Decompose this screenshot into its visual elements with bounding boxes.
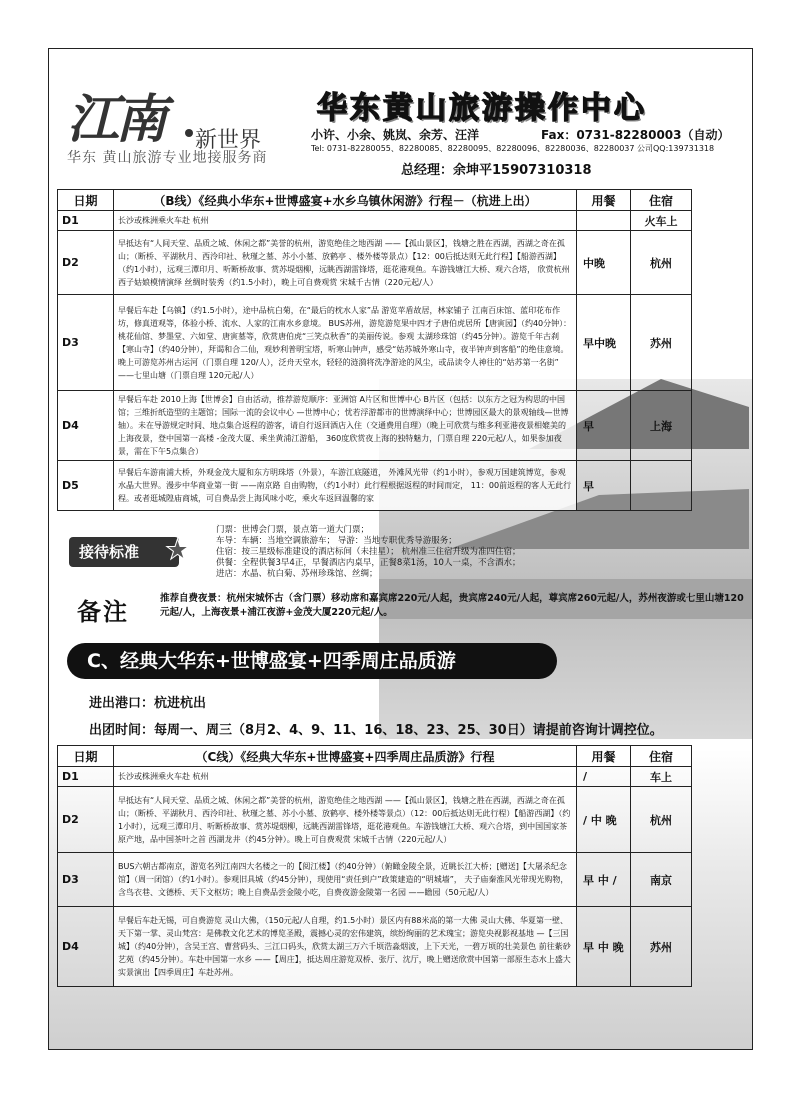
standard-details [216, 525, 520, 580]
notes-text: 推荐自费夜景：杭州宋城怀古（含门票）移动席和嘉宾席220元/人起，贵宾席240元/人起，尊宾席260元起/人，苏州夜游或七里山塘120元起/人，上海夜景+浦江夜游+金茂大厦220元起/人。 [160, 593, 744, 618]
row-desc: 早抵达有“人间天堂、品质之城、休闲之都”美誉的杭州，游览绝佳之地西湖 ——【孤山景区】，钱塘之胜在西湖，西湖之奇在孤山；（断桥、平湖秋月、西泠印社、秋瑾之墓、苏小小墓、放鹤亭、楼外楼等景点）（12：00后抵达则无此行程）【船游西湖】（约1小时），远观三潭印月、听断桥故事、赏苏堤烟柳，远眺西湖雷锋塔，逛花港观鱼。车游钱塘江大桥、观六合塔，到中国国家茶原产地，品中国茶叶之首 西湖龙井（约45分钟）。晚上可自费观赏 宋城千古情（220元起/人） [114, 787, 577, 853]
general-manager: 总经理：余坤平15907310318 [401, 163, 592, 178]
row-day: D1 [58, 767, 114, 787]
row-meal: 早 [577, 461, 631, 511]
row-day: D1 [58, 211, 114, 231]
row-meal: 早 中 晚 [577, 907, 631, 987]
row-day: D3 [58, 295, 114, 391]
phone-numbers: Tel: 0731-82280055、82280085、82280095、82280096、82280036、82280037 公司QQ:139731318 [311, 144, 715, 153]
row-stay: 上海 [631, 391, 692, 461]
row-stay: 车上 [631, 767, 692, 787]
itinerary-table-c [57, 745, 692, 987]
row-day: D2 [58, 787, 114, 853]
col-day: 日期 [58, 746, 114, 767]
itinerary-table-b [57, 189, 692, 511]
row-stay: 苏州 [631, 295, 692, 391]
row-stay [631, 461, 692, 511]
notes-label: 备注 [77, 598, 129, 626]
row-desc: 早餐后车赴【乌镇】（约1.5小时），途中品杭白菊，在“最后的枕水人家”品 游览苹盾故居，林家铺子 江南百床馆、蓝印花布作坊，修真道观等，体验小桥、流水、人家的江南水乡意境。 BUS苏州，游览游览果中四才子唐伯虎居所【唐寅园】（约40分钟）：桃花仙馆、梦墨堂、六如堂、唐寅墓等，欣赏唐伯虎“三笑点秋香”的美丽传说。参观 太湖珍珠馆（约45分钟）。游览千年古刹【寒山寺】（约40分钟），拜谒和合二仙，观妙利普明宝塔，听寒山钟声，感受“姑苏城外寒山寺，夜半钟声到客船”的绝佳意境。晚上可游览苏州古运河（门票自理 120/人），泛舟天堂水，轻轻的涟漪将洗净游途的风尘，或品读令人神往的“姑苏第一名街” ——七里山塘（门票自理 120元起/人） [114, 295, 577, 391]
row-desc: 早餐后车赴 2010上海【世博会】自由活动，推荐游览顺序：亚洲馆 A片区和世博中心 B片区（包括：以东方之冠为构思的中国馆；三维折纸造型的主题馆；国际一流的会议中心 —世博中心；忧若浮游都市的世博演绎中心；世博园区最大的景观轴线—世博轴）。未在导游规定时间、地点集合返程的游客，请自行返回酒店入住（交通费用自理）（晚上可欣赏与维多利亚港夜景相媲美的上海夜景，登中国第一高楼 -金茂大厦、乘坐黄浦江游船， 360度欣赏夜上海的独特魅力，门票自理 220元起/人，如果参加夜景，需在下午5点集合） [114, 391, 577, 461]
table-row [58, 295, 692, 391]
col-meal: 用餐 [577, 746, 631, 767]
logo-calligraphy: 江南 [67, 89, 164, 150]
row-stay: 苏州 [631, 907, 692, 987]
col-stay: 住宿 [631, 190, 692, 211]
fax-number: Fax：0731-82280003（自动） [541, 128, 730, 142]
row-stay: 火车上 [631, 211, 692, 231]
staff-names: 小许、小余、姚岚、余芳、汪洋 [311, 128, 480, 142]
col-day: 日期 [58, 190, 114, 211]
standard-line: 供餐：全程供餐3早4正，早餐酒店内桌早，正餐8菜1汤，10人一桌，不含酒水； [216, 558, 521, 568]
row-meal: 早 中 / [577, 853, 631, 907]
col-meal: 用餐 [577, 190, 631, 211]
brochure-page [48, 48, 753, 1050]
col-title: （C线）《经典大华东+世博盛宴+四季周庄品质游》行程 [114, 746, 577, 767]
row-meal [577, 211, 631, 231]
row-desc: 长沙或株洲乘火车赴 杭州 [114, 211, 577, 231]
row-desc: 早抵达有“人间天堂、品质之城、休闲之都”美誉的杭州，游览绝佳之地西湖 ——【孤山景区】，钱塘之胜在西湖，西湖之奇在孤山；（断桥、平湖秋月、西泠印社、秋瑾之墓、苏小小墓、放鹤亭 、楼外楼等景点）【12：00后抵达则无此行程】【船游西湖】（约1小时），远观三潭印月、听断桥故事、赏苏堤烟柳，远眺西湖雷锋塔，逛花港观鱼。车游钱塘江大桥、观六合塔， 欣赏杭州西子姑娘模情演绎 丝绸时装秀（约1.5小时），晚上可自费观赏 宋城千古情（220元起/人） [114, 231, 577, 295]
table-row [58, 391, 692, 461]
row-desc: 早餐后车赴无锡，可自费游览 灵山大佛，（150元起/人自理，约1.5小时）景区内有88米高的第一大佛 灵山大佛、华夏第一壁、天下第一掌、灵山梵宫：是佛教文化艺术的博览圣殿，震撼心灵的宏伟建筑，缤纷绚丽的艺术瑰宝；游览央视影视基地 —【三国城】（约40分钟），含吴王宫、曹营码头、三江口码头，欣赏太湖三万六千顷浩淼烟波，上下天光，一碧万顷的壮美景色 前往紫砂艺苑（约45分钟）。车赴中国第一水乡 ——【周庄】，抵达周庄游览双桥、张厅、沈厅，晚上赠送欣赏中国第一部原生态水上盛大实景演出【四季周庄】车赴苏州。 [114, 907, 577, 987]
standard-badge: 接待标准 [69, 537, 179, 567]
row-meal: 早中晚 [577, 295, 631, 391]
route-c-banner: C、经典大华东+世博盛宴+四季周庄品质游 [67, 643, 557, 679]
star-icon: ★ [165, 533, 191, 566]
row-stay: 南京 [631, 853, 692, 907]
table-header-row [58, 746, 692, 767]
logo-brand: 新世界 [195, 128, 262, 153]
row-meal: / 中 晚 [577, 787, 631, 853]
row-stay: 杭州 [631, 231, 692, 295]
standard-line: 车导：车辆：当地空调旅游车； 导游：当地专职优秀导游服务； [216, 536, 457, 546]
table-row [58, 231, 692, 295]
col-stay: 住宿 [631, 746, 692, 767]
table-row [58, 461, 692, 511]
row-desc: BUS六朝古都南京，游览名列江南四大名楼之一的【阅江楼】（约40分钟）（俯瞰金陵全景，近眺长江大桥；[赠送]【大屠杀纪念馆】（周一闭馆）（约1小时）。参观旧具城（约45分钟），现使用“责任到户”政策建造的“明城墙”， 夫子庙秦淮风光带现光购物，含鸟衣巷、文德桥、天下文枢坊；晚上自费品尝金陵小吃，自费夜游金陵第一名园 ——瞻园（50元起/人） [114, 853, 577, 907]
logo-slogan: 华东 黄山旅游专业地接服务商 [67, 150, 268, 166]
table-header-row [58, 190, 692, 211]
row-stay: 杭州 [631, 787, 692, 853]
standard-line: 进店：水晶、杭白菊、苏州珍珠馆、丝绸； [216, 569, 378, 579]
entry-exit-ports: 进出港口：杭进杭出 [89, 696, 207, 711]
row-day: D2 [58, 231, 114, 295]
logo-dot [185, 129, 193, 137]
col-title: （B线）《经典小华东+世博盛宴+水乡乌镇休闲游》行程－（杭进上出） [114, 190, 577, 211]
table-row [58, 767, 692, 787]
table-row [58, 787, 692, 853]
table-row [58, 907, 692, 987]
row-day: D3 [58, 853, 114, 907]
row-day: D4 [58, 907, 114, 987]
row-meal: 早 [577, 391, 631, 461]
row-desc: 早餐后车游南浦大桥，外观金茂大厦和东方明珠塔（外景），车游江底隧道， 外滩风光带（约1小时），参观万国建筑博览，参观水晶大世界。漫步中华商业第一街 ——南京路 自由购物，（约1小时）此行程根据返程的时间而定， 11：00前返程的客人无此行程。或者逛城隍庙商城，可自费品尝上海风味小吃，乘火车返回温馨的家 [114, 461, 577, 511]
page-title: 华东黄山旅游操作中心 [317, 91, 647, 126]
table-row [58, 211, 692, 231]
departure-schedule: 出团时间：每周一、周三（8月2、4、9、11、16、18、23、25、30日）请提前咨询计调控位。 [89, 723, 663, 738]
row-meal: 中晚 [577, 231, 631, 295]
row-meal: / [577, 767, 631, 787]
row-day: D4 [58, 391, 114, 461]
row-desc: 长沙或株洲乘火车赴 杭州 [114, 767, 577, 787]
row-day: D5 [58, 461, 114, 511]
table-row [58, 853, 692, 907]
standard-line: 住宿：按三星级标准建设的酒店标间（未挂星）； 杭州准三住宿升级为准四住宿； [216, 547, 521, 557]
standard-line: 门票：世博会门票，景点第一道大门票； [216, 525, 370, 535]
